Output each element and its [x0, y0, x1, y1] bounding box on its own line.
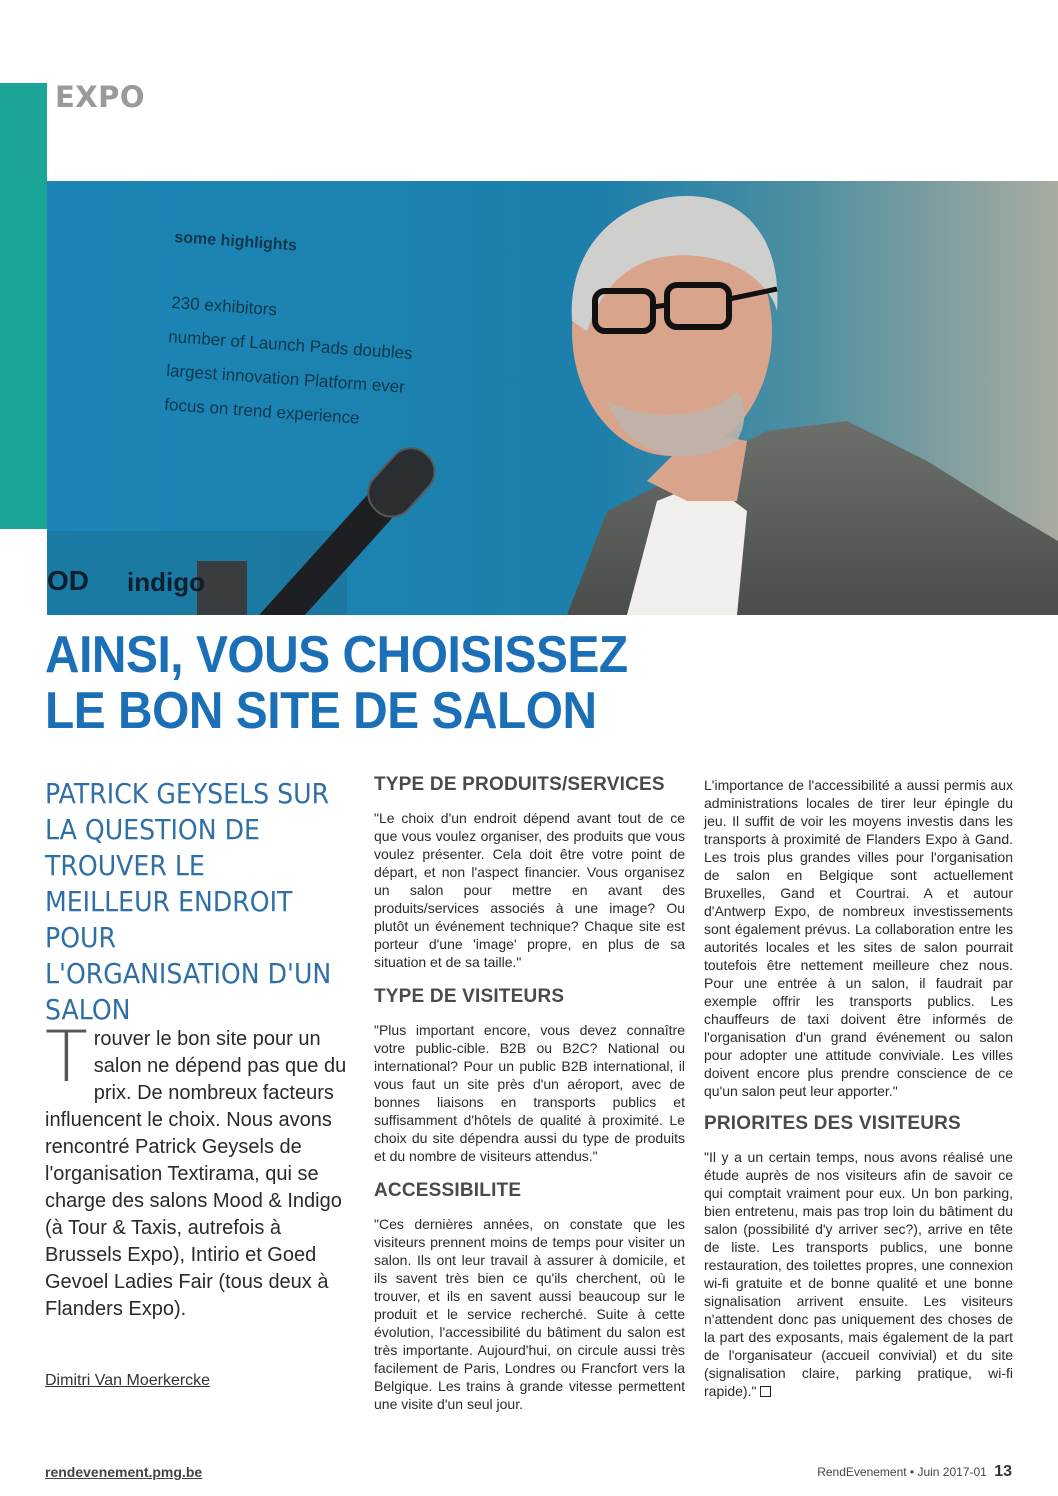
section-heading: TYPE DE PRODUITS/SERVICES: [374, 774, 665, 795]
article-subtitle: PATRICK GEYSELS SUR LA QUESTION DE TROUVER LE MEILLEUR ENDROIT POUR L'ORGANISATION D'UN SALON: [45, 777, 332, 1026]
article-headline: [45, 627, 628, 739]
section-heading: TYPE DE VISITEURS: [374, 986, 565, 1007]
article-column-2: [374, 773, 685, 1427]
article-column-3: [704, 776, 1013, 1414]
section-heading: ACCESSIBILITE: [374, 1180, 522, 1201]
intro-paragraph: [45, 1016, 363, 1323]
section-text: [704, 1148, 1013, 1400]
slide-line: largest innovation Platform ever: [165, 361, 406, 397]
end-mark-icon: [760, 1386, 771, 1397]
page-number: 13: [994, 1463, 1012, 1480]
slide-logo: OD: [47, 565, 89, 596]
slide-logo: indigo: [127, 567, 205, 597]
footer-url-link[interactable]: rendevenement.pmg.be: [45, 1464, 203, 1480]
section-text: "Ces dernières années, on constate que les visiteurs prennent moins de temps pour visiter un salon. Ils ont leur travail à assurer à domicile, et ils savent très bien ce qu'ils cherchent, où le trouver, et ils en savent aussi beaucoup sur le produit et le service recherché. Suite à cette évolution, l'accessibilité du bâtiment du salon est très importante. Aujourd'hui, on circule aussi très facilement de Paris, Londres ou Francfort vers la Belgique. Les trains à grande vitesse permettent une visite d'un seul jour.: [374, 1216, 685, 1412]
headline-line: AINSI, VOUS CHOISISSEZ: [45, 626, 628, 684]
section-label: EXPO: [55, 80, 146, 114]
drop-cap: T: [45, 1016, 88, 1098]
section-heading: PRIORITES DES VISITEURS: [704, 1113, 961, 1134]
section-text: "Plus important encore, vous devez connaître votre public-cible. B2B ou B2C? National ou international? Pour un public B2B international, il vous faut un site près d'un aéroport, avec de bonnes liaisons en transports publics et suffisamment d'hôtels de qualité à proximité. Le choix du site dépendra aussi du type de produits et du nombre de visiteurs attendus.": [374, 1022, 685, 1164]
section-text: "Le choix d'un endroit dépend avant tout de ce que vous voulez organiser, des produits que vous voulez présenter. Cela doit être votre point de départ, et non l'aspect financier. Vous organisez un salon pour mettre en avant des produits/services associés à une image? Ou plutôt un événement technique? Chaque site est porteur d'une 'image' propre, en plus de sa situation et de sa taille.": [374, 810, 685, 970]
slide-line: 230 exhibitors: [170, 293, 278, 320]
publication-info: RendEvenement • Juin 2017-01: [817, 1465, 987, 1479]
slide-heading: some highlights: [173, 229, 298, 255]
author-byline: Dimitri Van Moerkercke: [45, 1372, 211, 1389]
accent-bar: [0, 83, 47, 529]
hero-photo: [47, 181, 1058, 615]
slide-line: focus on trend experience: [163, 395, 361, 428]
slide-line: number of Launch Pads doubles: [167, 327, 414, 364]
intro-text: rouver le bon site pour un salon ne dépend pas que du prix. De nombreux facteurs influencent le choix. Nous avons rencontré Patrick Geysels de l'organisation Textirama, qui se charge des salons Mood & Indigo (à Tour & Taxis, autrefois à Brussels Expo), Intirio et Goed Gevoel Ladies Fair (tous deux à Flanders Expo).: [45, 1028, 347, 1320]
footer-meta: [817, 1463, 1012, 1481]
section-body: "Il y a un certain temps, nous avons réalisé une étude auprès de nos visiteurs afin de savoir ce qui comptait vraiment pour eux. Un bon parking, bien entretenu, mais pas trop loin du bâtiment du salon (possibilité d'y arriver sec?), arrive en tête de liste. Les transports publics, une bonne restauration, des toilettes propres, une connexion wi-fi gratuite et de bonne qualité et une bonne signalisation arrivent ensuite. Les visiteurs n'attendent donc pas uniquement des choses de la part des exposants, mais également de la part de l'organisateur (accueil convivial) et du site (signalisation claire, parking pratique, wi-fi rapide).": [704, 1149, 1013, 1399]
continuation-text: L'importance de l'accessibilité a aussi permis aux administrations locales de tirer leur épingle du jeu. Il suffit de voir les moyens investis dans les transports à proximité de Flanders Expo à Gand. Les trois plus grandes villes pour l'organisation de salon en Belgique sont actuellement Bruxelles, Gand et Courtrai. A et autour d'Antwerp Expo, de nombreux investissements sont également prévus. La collaboration entre les autorités locales et les sites de salon pourrait toutefois être nettement meilleure chez nous. Pour une entrée à un salon, il faudrait par exemple offrir les transports publics. Les chauffeurs de taxi doivent être informés de l'organisation d'un grand événement ou salon pour adopter une attitude conviviale. Les villes doivent encore plus prendre conscience de ce qu'un salon peut leur apporter.": [704, 777, 1013, 1099]
headline-line: LE BON SITE DE SALON: [45, 682, 597, 740]
